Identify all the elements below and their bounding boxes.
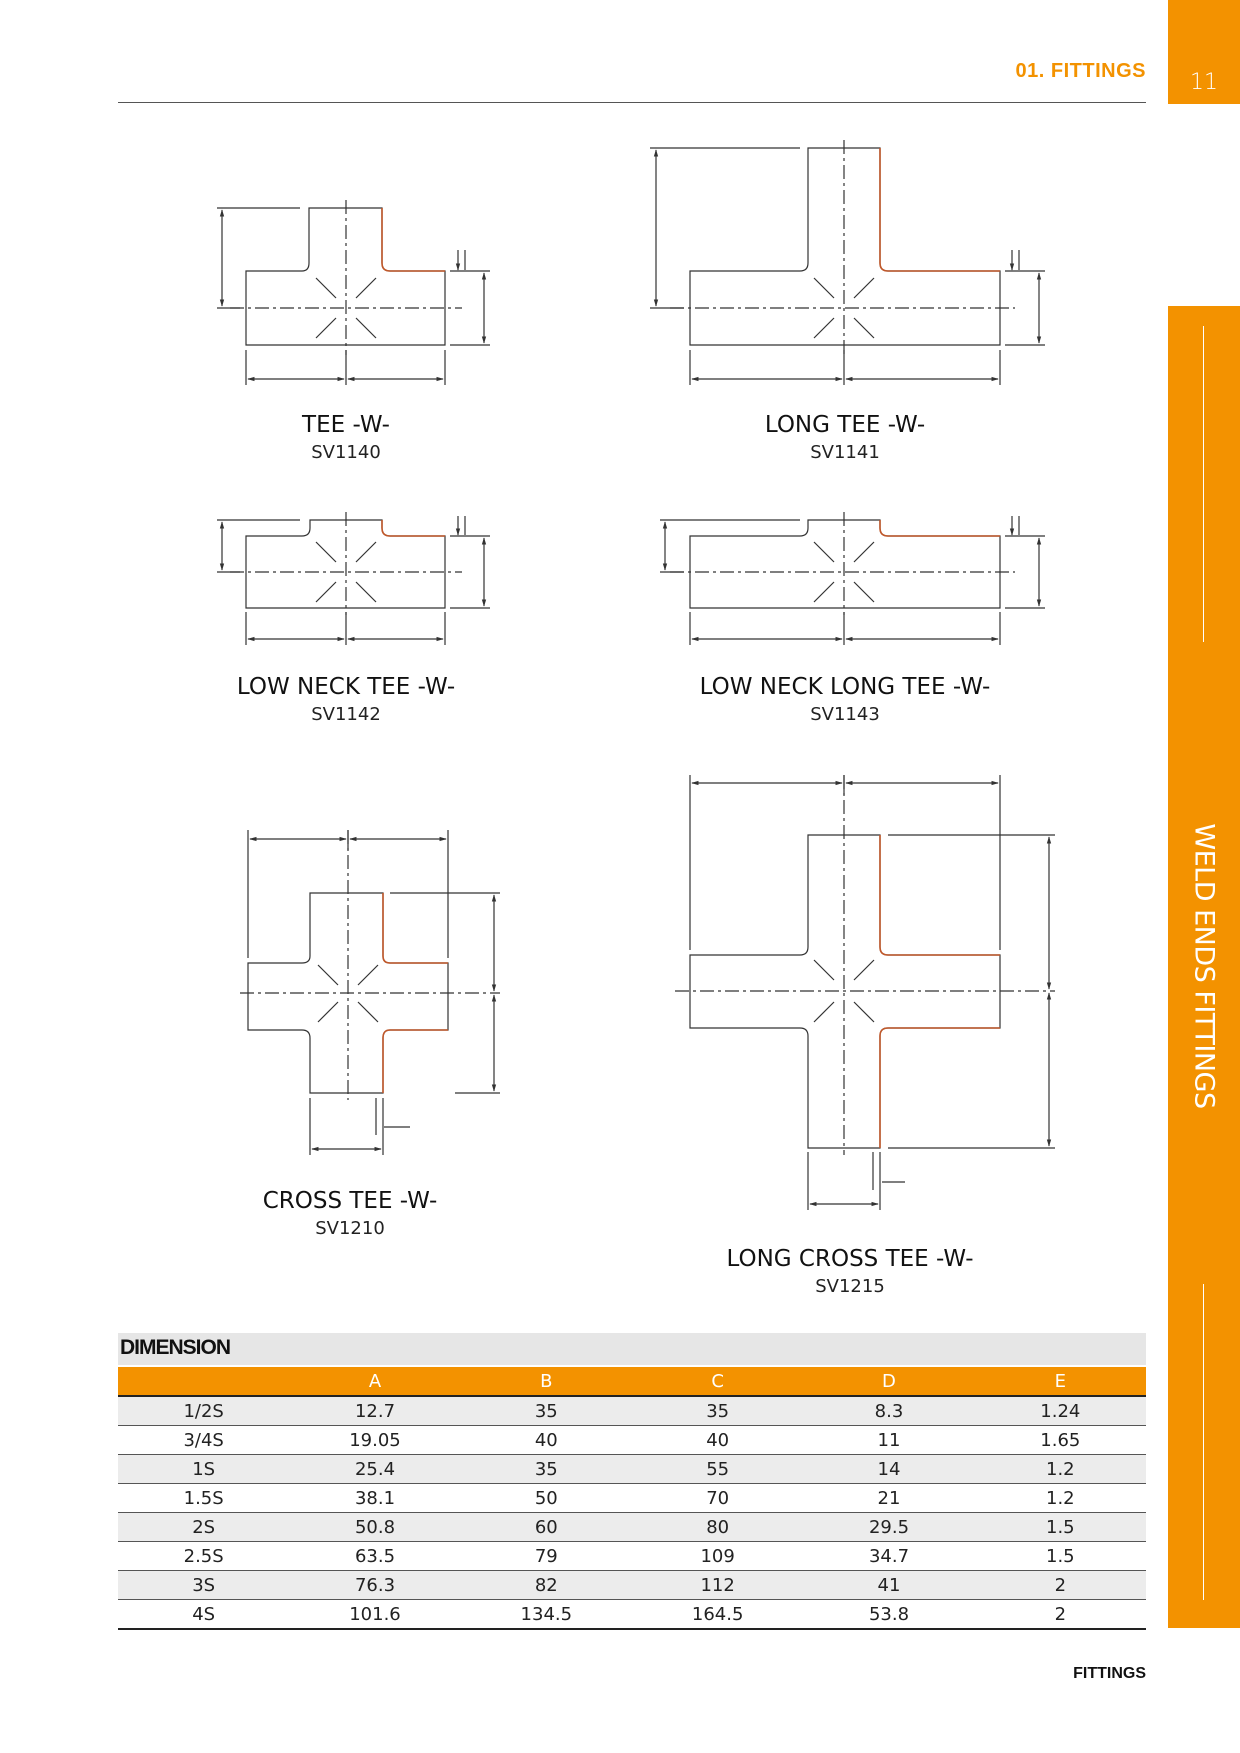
value-cell: 25.4 [289,1455,460,1484]
value-cell: 70 [632,1484,803,1513]
fitting-name: TEE -W- [302,412,390,438]
side-tab-label: WELD ENDS FITTINGS [1188,823,1220,1109]
fitting-name: LOW NECK LONG TEE -W- [699,674,991,700]
page-number: 11 [1190,70,1218,95]
side-tab-rule-bottom [1203,1284,1204,1600]
dimension-heading: DIMENSION [118,1333,1146,1365]
value-cell: 109 [632,1542,803,1571]
table-row [118,1571,1146,1600]
fitting-name: LOW NECK TEE -W- [236,674,456,700]
size-cell: 4S [118,1600,289,1630]
value-cell: 41 [803,1571,974,1600]
value-cell: 35 [632,1396,803,1426]
column-header: E [975,1367,1146,1396]
value-cell: 1.5 [975,1513,1146,1542]
table-row [118,1455,1146,1484]
fitting-caption-cross-tee [200,1188,500,1239]
size-cell: 1.5S [118,1484,289,1513]
value-cell: 29.5 [803,1513,974,1542]
fitting-caption-long-cross-tee [695,1246,1005,1297]
value-cell: 50 [461,1484,632,1513]
value-cell: 80 [632,1513,803,1542]
low-neck-tee-drawing [217,512,490,645]
value-cell: 1.24 [975,1396,1146,1426]
value-cell: 112 [632,1571,803,1600]
table-row [118,1426,1146,1455]
fitting-caption-low-neck-long-tee [665,674,1025,725]
fitting-caption-tee [196,412,496,463]
column-header: A [289,1367,460,1396]
cross-tee-drawing [240,830,500,1155]
fitting-name: LONG CROSS TEE -W- [726,1246,974,1272]
value-cell: 2 [975,1600,1146,1630]
value-cell: 53.8 [803,1600,974,1630]
value-cell: 11 [803,1426,974,1455]
value-cell: 2 [975,1571,1146,1600]
value-cell: 8.3 [803,1396,974,1426]
value-cell: 38.1 [289,1484,460,1513]
column-header: B [461,1367,632,1396]
dimension-table [118,1367,1146,1630]
long-tee-drawing [650,140,1045,385]
table-row [118,1600,1146,1630]
fitting-code: SV1140 [311,442,381,463]
value-cell: 76.3 [289,1571,460,1600]
value-cell: 55 [632,1455,803,1484]
value-cell: 34.7 [803,1542,974,1571]
value-cell: 19.05 [289,1426,460,1455]
table-row [118,1513,1146,1542]
value-cell: 1.65 [975,1426,1146,1455]
fitting-caption-low-neck-tee [196,674,496,725]
table-row [118,1484,1146,1513]
value-cell: 35 [461,1396,632,1426]
size-cell: 1/2S [118,1396,289,1426]
value-cell: 14 [803,1455,974,1484]
fitting-caption-long-tee [695,412,995,463]
value-cell: 164.5 [632,1600,803,1630]
value-cell: 35 [461,1455,632,1484]
value-cell: 1.2 [975,1455,1146,1484]
fitting-code: SV1215 [815,1276,885,1297]
size-cell: 3/4S [118,1426,289,1455]
value-cell: 60 [461,1513,632,1542]
fitting-name: CROSS TEE -W- [262,1188,438,1214]
size-cell: 2S [118,1513,289,1542]
size-cell: 3S [118,1571,289,1600]
value-cell: 1.5 [975,1542,1146,1571]
tee-drawing [217,200,490,385]
value-cell: 101.6 [289,1600,460,1630]
size-cell: 2.5S [118,1542,289,1571]
value-cell: 12.7 [289,1396,460,1426]
value-cell: 63.5 [289,1542,460,1571]
dimension-header-row [118,1367,1146,1396]
long-cross-tee-drawing [675,775,1055,1210]
value-cell: 82 [461,1571,632,1600]
value-cell: 134.5 [461,1600,632,1630]
table-row [118,1542,1146,1571]
low-neck-long-tee-drawing [660,512,1045,645]
table-row [118,1396,1146,1426]
value-cell: 40 [461,1426,632,1455]
fitting-code: SV1210 [315,1218,385,1239]
fitting-code: SV1142 [311,704,381,725]
fitting-code: SV1143 [810,704,880,725]
column-header: D [803,1367,974,1396]
value-cell: 40 [632,1426,803,1455]
value-cell: 50.8 [289,1513,460,1542]
fitting-code: SV1141 [810,442,880,463]
footer-label: FITTINGS [1073,1665,1146,1682]
column-header [118,1367,289,1396]
fitting-name: LONG TEE -W- [764,412,926,438]
value-cell: 79 [461,1542,632,1571]
column-header: C [632,1367,803,1396]
section-title: 01. FITTINGS [1015,60,1146,82]
value-cell: 21 [803,1484,974,1513]
value-cell: 1.2 [975,1484,1146,1513]
size-cell: 1S [118,1455,289,1484]
